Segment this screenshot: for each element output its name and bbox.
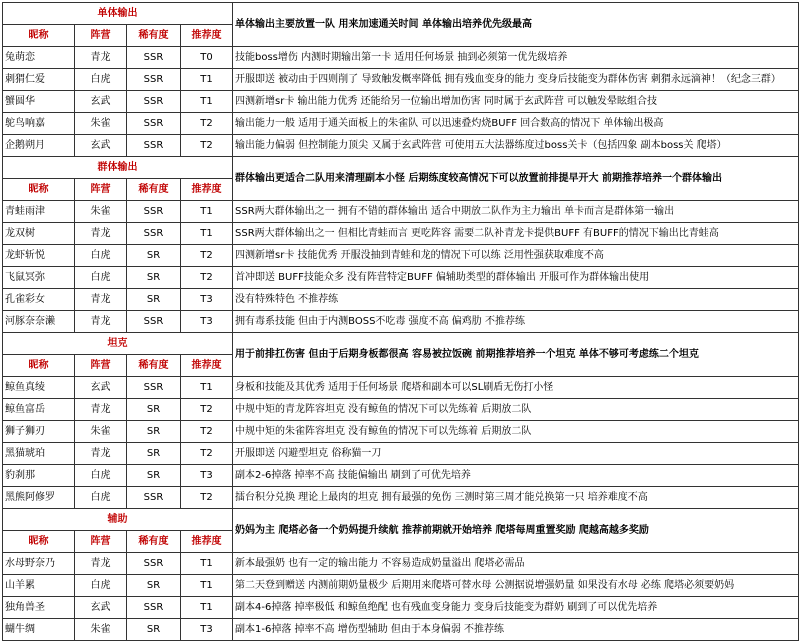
table-row [3,69,799,91]
header-camp: 阵营 [75,355,127,377]
character-rarity: SSR [127,311,181,333]
character-rarity: SSR [127,597,181,619]
character-description: 中规中矩的朱雀阵容坦克 没有鲸鱼的情况下可以先练着 后期放二队 [233,421,799,443]
character-rarity: SSR [127,201,181,223]
header-rarity: 稀有度 [127,25,181,47]
table-row [3,91,799,113]
character-camp: 玄武 [75,597,127,619]
character-name: 豹刹那 [3,465,75,487]
table-row [3,267,799,289]
character-name: 蝴牛绸 [3,619,75,641]
table-row [3,135,799,157]
character-rarity: SSR [127,47,181,69]
table-row [3,443,799,465]
character-camp: 玄武 [75,377,127,399]
character-camp: 青龙 [75,311,127,333]
header-camp: 阵营 [75,179,127,201]
character-camp: 朱雀 [75,201,127,223]
character-description: 第二天登到赠送 内测前期奶量极少 后期用来爬塔可替水母 公测据说增强奶量 如果没有水母 必练 爬塔必须要奶妈 [233,575,799,597]
character-recommend-tier: T2 [181,135,233,157]
character-camp: 青龙 [75,47,127,69]
character-name: 黑熊阿修罗 [3,487,75,509]
character-recommend-tier: T1 [181,575,233,597]
character-description: 首冲即送 BUFF技能众多 没有阵营特定BUFF 偏辅助类型的群体输出 开服可作为群体输出使用 [233,267,799,289]
character-recommend-tier: T3 [181,311,233,333]
character-camp: 青龙 [75,553,127,575]
section-summary: 用于前排扛伤害 但由于后期身板都很高 容易被拉饭碗 前期推荐培养一个坦克 单体不够可考虑练二个坦克 [233,333,799,377]
character-rarity: SR [127,245,181,267]
character-description: 擂台积分兑换 理论上最肉的坦克 拥有最强的免伤 三测时第三周才能兑换第一只 培养难度不高 [233,487,799,509]
character-name: 刺猬仁爱 [3,69,75,91]
character-rarity: SSR [127,135,181,157]
character-description: 中规中矩的青龙阵容坦克 没有鲸鱼的情况下可以先练着 后期放二队 [233,399,799,421]
character-description: 拥有毒系技能 但由于内测BOSS不吃毒 强度不高 偏鸡肋 不推荐练 [233,311,799,333]
table-row [3,619,799,641]
header-nickname: 昵称 [3,179,75,201]
table-row [3,201,799,223]
character-recommend-tier: T1 [181,597,233,619]
tier-list-body [3,3,799,641]
table-row [3,575,799,597]
table-row [3,465,799,487]
character-recommend-tier: T1 [181,91,233,113]
header-rarity: 稀有度 [127,531,181,553]
character-description: SSR两大群体输出之一 但相比青蛙而言 更吃阵容 需要二队补青龙卡提供BUFF 有BUFF的情况下输出比青蛙高 [233,223,799,245]
character-name: 河豚奈奈濑 [3,311,75,333]
character-name: 黑猫琥珀 [3,443,75,465]
character-name: 鸵鸟响嘉 [3,113,75,135]
character-recommend-tier: T1 [181,377,233,399]
header-camp: 阵营 [75,25,127,47]
header-nickname: 昵称 [3,531,75,553]
character-camp: 白虎 [75,575,127,597]
character-description: 输出能力一般 适用于通关面板上的朱雀队 可以迅速叠灼烧BUFF 回合数高的情况下 单体输出极高 [233,113,799,135]
section-title: 群体输出 [3,157,233,179]
character-camp: 玄武 [75,91,127,113]
character-recommend-tier: T2 [181,267,233,289]
character-description: 四测新增sr卡 技能优秀 开服没抽到青蛙和龙的情况下可以练 泛用性强获取难度不高 [233,245,799,267]
character-camp: 白虎 [75,487,127,509]
header-nickname: 昵称 [3,25,75,47]
header-recommend: 推荐度 [181,355,233,377]
character-name: 蟹圆华 [3,91,75,113]
character-recommend-tier: T0 [181,47,233,69]
character-description: 开服即送 闪避型坦克 俗称猫一刀 [233,443,799,465]
character-description: 输出能力偏弱 但控制能力顶尖 又属于玄武阵营 可使用五大法器练度过boss关卡（包括四象 副本boss关 爬塔） [233,135,799,157]
character-rarity: SR [127,421,181,443]
character-name: 鲸鱼富岳 [3,399,75,421]
table-row [3,421,799,443]
character-description: 副本4-6掉落 掉率极低 和鲸鱼绝配 也有残血变身能力 变身后技能变为群奶 刷到了可以优先培养 [233,597,799,619]
character-rarity: SR [127,267,181,289]
table-row [3,377,799,399]
character-description: 开服即送 被动由于四则削了 导致触发概率降低 拥有残血变身的能力 变身后技能变为群体伤害 刺猬永远滴神！（纪念三群） [233,69,799,91]
table-row [3,113,799,135]
character-name: 山羊累 [3,575,75,597]
table-row [3,553,799,575]
character-recommend-tier: T2 [181,487,233,509]
section-summary: 群体输出更适合二队用来清理副本小怪 后期练度较高情况下可以放置前排提早开大 前期推荐培养一个群体输出 [233,157,799,201]
character-name: 飞鼠冥弥 [3,267,75,289]
character-rarity: SR [127,399,181,421]
character-name: 独角兽圣 [3,597,75,619]
character-description: 四测新增sr卡 输出能力优秀 还能给另一位输出增加伤害 同时属于玄武阵营 可以触发晕眩组合技 [233,91,799,113]
character-rarity: SSR [127,487,181,509]
section-title-row [3,509,799,531]
character-camp: 朱雀 [75,619,127,641]
character-recommend-tier: T2 [181,113,233,135]
character-description: 身板和技能及其优秀 适用于任何场景 爬塔和副本可以SL刷盾无伤打小怪 [233,377,799,399]
header-rarity: 稀有度 [127,179,181,201]
character-name: 兔萌恋 [3,47,75,69]
table-row [3,399,799,421]
character-camp: 青龙 [75,443,127,465]
table-row [3,289,799,311]
character-rarity: SSR [127,91,181,113]
header-recommend: 推荐度 [181,179,233,201]
character-rarity: SSR [127,223,181,245]
character-recommend-tier: T3 [181,619,233,641]
character-rarity: SR [127,289,181,311]
character-camp: 青龙 [75,223,127,245]
character-rarity: SR [127,619,181,641]
table-row [3,311,799,333]
section-summary: 单体输出主要放置一队 用来加速通关时间 单体输出培养优先级最高 [233,3,799,47]
tier-list-table [2,2,799,641]
section-title: 坦克 [3,333,233,355]
character-name: 青蛙雨津 [3,201,75,223]
character-recommend-tier: T2 [181,421,233,443]
character-name: 水母野奈乃 [3,553,75,575]
character-recommend-tier: T3 [181,465,233,487]
character-description: SSR两大群体输出之一 拥有不错的群体输出 适合中期放二队作为主力输出 单卡而言是群体第一输出 [233,201,799,223]
character-rarity: SSR [127,69,181,91]
header-recommend: 推荐度 [181,25,233,47]
character-rarity: SR [127,575,181,597]
character-name: 龙双树 [3,223,75,245]
character-camp: 青龙 [75,289,127,311]
character-recommend-tier: T2 [181,245,233,267]
character-name: 孔雀彩女 [3,289,75,311]
character-description: 没有特殊特色 不推荐练 [233,289,799,311]
section-summary: 奶妈为主 爬塔必备一个奶妈提升续航 推荐前期就开始培养 爬塔每周重置奖励 爬越高越多奖励 [233,509,799,553]
character-description: 副本1-6掉落 掉率不高 增伤型辅助 但由于本身偏弱 不推荐练 [233,619,799,641]
character-recommend-tier: T1 [181,553,233,575]
section-title: 单体输出 [3,3,233,25]
character-description: 技能boss增伤 内测时期输出第一卡 适用任何场景 抽到必须第一优先级培养 [233,47,799,69]
character-rarity: SR [127,465,181,487]
table-row [3,487,799,509]
character-description: 副本2-6掉落 掉率不高 技能偏输出 刷到了可优先培养 [233,465,799,487]
section-title-row [3,333,799,355]
table-row [3,597,799,619]
character-camp: 朱雀 [75,421,127,443]
character-recommend-tier: T2 [181,443,233,465]
header-nickname: 昵称 [3,355,75,377]
character-recommend-tier: T1 [181,201,233,223]
character-name: 鲸鱼真绫 [3,377,75,399]
character-rarity: SR [127,443,181,465]
table-row [3,245,799,267]
character-name: 狮子狮刃 [3,421,75,443]
character-name: 龙虾斩悦 [3,245,75,267]
table-row [3,47,799,69]
character-name: 企鹅朔月 [3,135,75,157]
character-camp: 朱雀 [75,113,127,135]
character-rarity: SSR [127,113,181,135]
character-camp: 白虎 [75,267,127,289]
header-rarity: 稀有度 [127,355,181,377]
character-rarity: SSR [127,377,181,399]
section-title-row [3,3,799,25]
header-camp: 阵营 [75,531,127,553]
character-camp: 白虎 [75,69,127,91]
table-row [3,223,799,245]
character-rarity: SSR [127,553,181,575]
character-recommend-tier: T1 [181,223,233,245]
header-recommend: 推荐度 [181,531,233,553]
character-camp: 白虎 [75,465,127,487]
character-recommend-tier: T2 [181,399,233,421]
character-camp: 青龙 [75,399,127,421]
character-recommend-tier: T1 [181,69,233,91]
character-camp: 玄武 [75,135,127,157]
character-description: 新本最强奶 也有一定的输出能力 不容易造成奶量溢出 爬塔必需品 [233,553,799,575]
character-recommend-tier: T3 [181,289,233,311]
section-title-row [3,157,799,179]
character-camp: 白虎 [75,245,127,267]
section-title: 辅助 [3,509,233,531]
